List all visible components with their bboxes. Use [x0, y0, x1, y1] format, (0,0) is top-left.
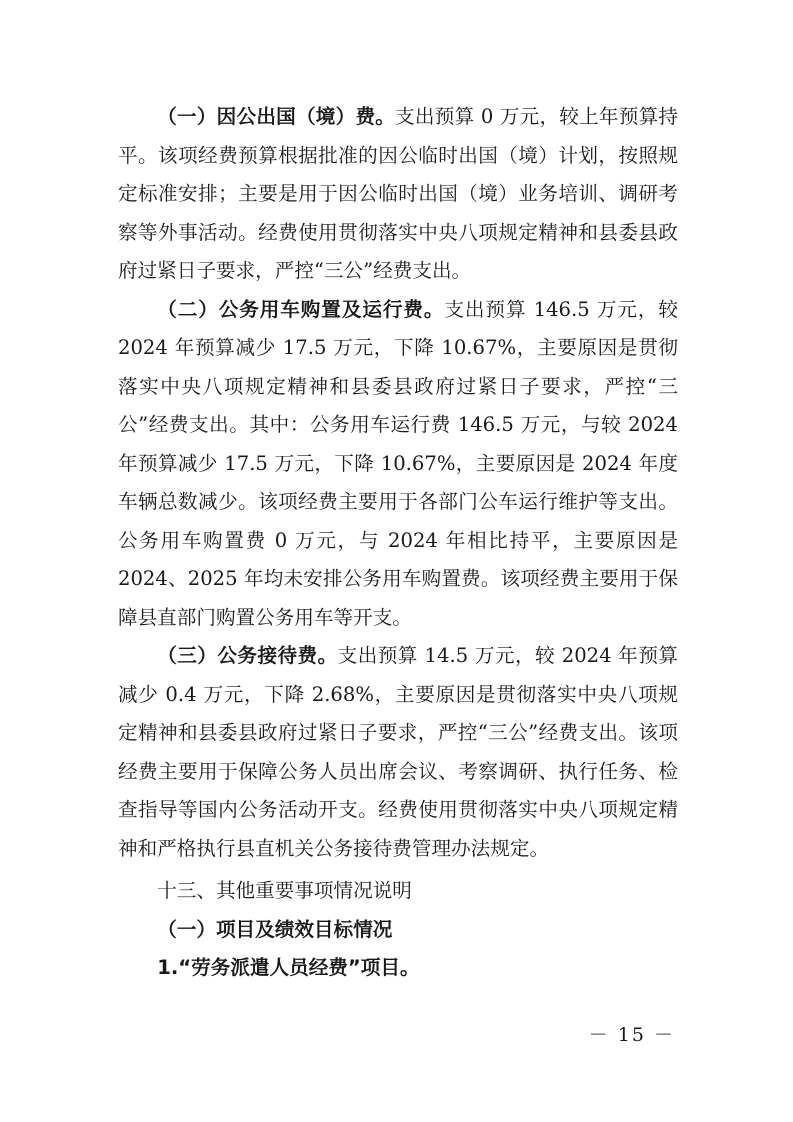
paragraph-official-reception	[118, 637, 678, 868]
paragraph-lead: （一）因公出国（境）费。	[157, 105, 396, 128]
section-heading: 十三、其他重要事项情况说明	[157, 879, 412, 902]
item-heading: 1.“劳务派遣人员经费”项目。	[157, 956, 420, 979]
page-number: － 15 －	[588, 1024, 675, 1046]
paragraph-text: 支出预算 14.5 万元，较 2024 年预算减少 0.4 万元，下降 2.68%，主要原因是贯彻落实中央八项规定精神和县委县政府过紧日子要求，严控“三公”经费支出。该项经费主要用于保障公务人员出席会议、考察调研、执行任务、检查指导等国内公务活动开支。经费使用贯彻落实中央八项规定精神和严格执行县直机关公务接待费管理办法规定。	[118, 644, 679, 860]
paragraph-text: 支出预算 0 万元，较上年预算持平。该项经费预算根据批准的因公临时出国（境）计划，按照规定标准安排；主要是用于因公临时出国（境）业务培训、调研考察等外事活动。经费使用贯彻落实中央八项规定精神和县委县政府过紧日子要求，严控“三公”经费支出。	[118, 105, 678, 282]
document-body	[118, 98, 678, 988]
paragraph-overseas-travel	[118, 98, 678, 291]
paragraph-lead: （二）公务用车购置及运行费。	[157, 297, 445, 321]
paragraph-text: 支出预算 146.5 万元，较 2024 年预算减少 17.5 万元，下降 10.67%，主要原因是贯彻落实中央八项规定精神和县委县政府过紧日子要求，严控“三公”经费支出。其中：公务用车运行费 146.5 万元，与较 2024 年预算减少 17.5 万元，下降 10.67%，主要原因是 2024 年度车辆总数减少。该项经费主要用于各部门公车运行维护等支出。公务用车购置费 0 万元，与 2024 年相比持平，主要原因是 2024、2025 年均未安排公务用车购置费。该项经费主要用于保障县直部门购置公务用车等开支。	[118, 297, 678, 629]
paragraph-official-vehicles	[118, 291, 678, 638]
subsection-heading: （一）项目及绩效目标情况	[157, 917, 393, 941]
paragraph-lead: （三）公务接待费。	[157, 644, 338, 667]
